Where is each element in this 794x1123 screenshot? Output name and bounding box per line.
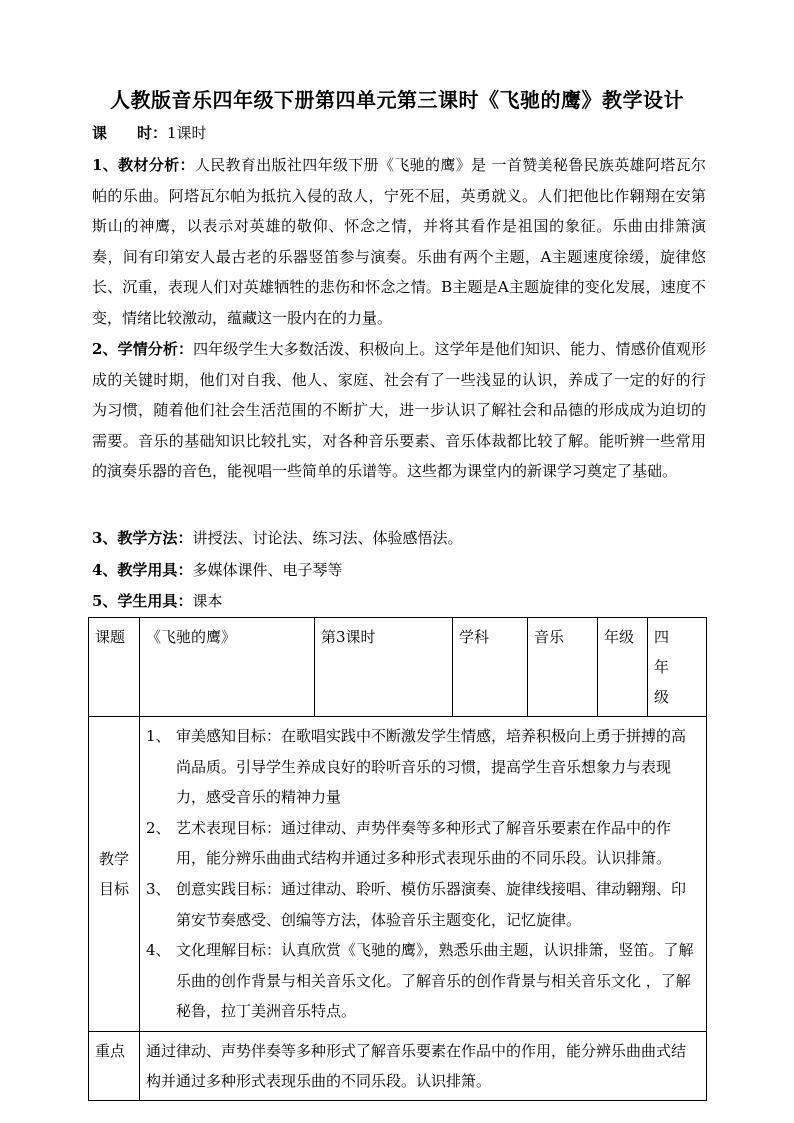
section-teaching-methods bbox=[92, 523, 706, 554]
list-item bbox=[146, 874, 700, 935]
section-student-tools bbox=[92, 586, 706, 617]
table-row-header bbox=[89, 618, 707, 717]
grade-value-line1: 四 年 bbox=[654, 628, 689, 676]
goal-number: 4、 bbox=[146, 941, 171, 960]
document-title: 人教版音乐四年级下册第四单元第三课时《飞驰的鹰》教学设计 bbox=[110, 88, 684, 112]
section-label: 4、教学用具： bbox=[92, 561, 193, 579]
lesson-table bbox=[88, 617, 707, 1101]
goals-label-cell bbox=[89, 717, 140, 1032]
goal-text: 文化理解目标：认真欣赏《飞驰的鹰》，熟悉乐曲主题，认识排箫，竖笛。了解乐曲的创作背景与相关音乐文化。了解音乐的创作背景与相关音乐文化 ，了解秘鲁，拉丁美洲音乐特点。 bbox=[176, 941, 694, 1021]
section-label: 1、教材分析： bbox=[92, 156, 195, 174]
key-label-cell: 重点 bbox=[89, 1031, 140, 1100]
topic-label-cell: 课题 bbox=[89, 618, 140, 717]
grade-value-line2: 级 bbox=[654, 688, 670, 706]
goal-text: 审美感知目标：在歌唱实践中不断激发学生情感，培养积极向上勇于拼搏的高尚品质。引导学生养成良好的聆听音乐的习惯，提高学生音乐想象力与表现力，感受音乐的精神力量 bbox=[176, 727, 687, 807]
list-item bbox=[146, 813, 700, 874]
section-label: 2、学情分析： bbox=[92, 340, 194, 358]
goal-number: 1、 bbox=[146, 727, 171, 745]
subject-label-cell: 学科 bbox=[453, 618, 528, 717]
section-student-analysis bbox=[92, 334, 706, 487]
section-text: 人民教育出版社四年级下册《飞驰的鹰》是 一首赞美秘鲁民族英雄阿塔瓦尔帕的乐曲。阿塔瓦尔帕为抵抗入侵的敌人，宁死不屈，英勇就义。人们把他比作翱翔在安第斯山的神鹰，以表示对英雄的敬仰、怀念之情，并将其看作是祖国的象征。乐曲由排箫演奏，间有印第安人最古老的乐器竖笛参与演奏。乐曲有两个主题，A主题速度徐缓，旋律悠长、沉重，表现人们对英雄牺牲的悲伤和怀念之情。B主题是A主题旋律的变化发展，速度不变，情绪比较激动，蕴藏这一股内在的力量。 bbox=[92, 156, 706, 327]
class-hour-value: 1课时 bbox=[167, 124, 207, 142]
grade-label-cell: 年级 bbox=[598, 618, 648, 717]
grade-value-cell bbox=[648, 618, 707, 717]
section-text: 讲授法、讨论法、练习法、体验感悟法。 bbox=[192, 529, 463, 547]
class-hour-label: 课 时： bbox=[92, 124, 168, 142]
section-label: 3、教学方法： bbox=[92, 529, 193, 547]
section-text: 四年级学生大多数活泼、积极向上。这学年是他们知识、能力、情感价值观形成的关键时期，他们对自我、他人、家庭、社会有了一些浅显的认识，养成了一定的好的行为习惯，随着他们社会生活范围的不断扩大，进一步认识了解社会和品德的形成成为迫切的需要。音乐的基础知识比较扎实，对各种音乐要素、音乐体裁都比较了解。能听辨一些常用的演奏乐器的音色，能视唱一些简单的乐谱等。这些都为课堂内的新课学习奠定了基础。 bbox=[92, 340, 706, 481]
goal-text: 艺术表现目标：通过律动、声势伴奏等多种形式了解音乐要素在作品中的作用，能分辨乐曲曲式结构并通过多种形式表现乐曲的不同乐段。认识排箫。 bbox=[176, 818, 672, 868]
topic-value-cell: 《飞驰的鹰》 bbox=[140, 618, 315, 717]
section-teaching-tools bbox=[92, 555, 706, 586]
section-textbook-analysis bbox=[92, 150, 706, 334]
list-item bbox=[146, 721, 700, 813]
key-content-cell: 通过律动、声势伴奏等多种形式了解音乐要素在作品中的作用，能分辨乐曲曲式结构并通过多种形式表现乐曲的不同乐段。认识排箫。 bbox=[140, 1031, 707, 1100]
goal-number: 3、 bbox=[146, 879, 171, 898]
goals-label: 教学目标 bbox=[98, 849, 129, 898]
table-row-goals bbox=[89, 717, 707, 1032]
section-text: 课本 bbox=[192, 592, 223, 610]
section-text: 多媒体课件、电子琴等 bbox=[192, 561, 343, 579]
section-label: 5、学生用具： bbox=[92, 592, 193, 610]
goals-list bbox=[146, 721, 700, 1027]
period-cell: 第3课时 bbox=[315, 618, 453, 717]
list-item bbox=[146, 935, 700, 1027]
goal-text: 创意实践目标：通过律动、聆听、模仿乐器演奏、旋律线接唱、律动翱翔、印第安节奏感受、创编等方法，体验音乐主题变化，记忆旋律。 bbox=[176, 879, 687, 929]
class-hour-line bbox=[92, 123, 207, 143]
subject-value-cell: 音乐 bbox=[528, 618, 598, 717]
table-row-key-points bbox=[89, 1031, 707, 1100]
goals-content-cell bbox=[140, 717, 707, 1032]
goal-number: 2、 bbox=[146, 818, 171, 837]
